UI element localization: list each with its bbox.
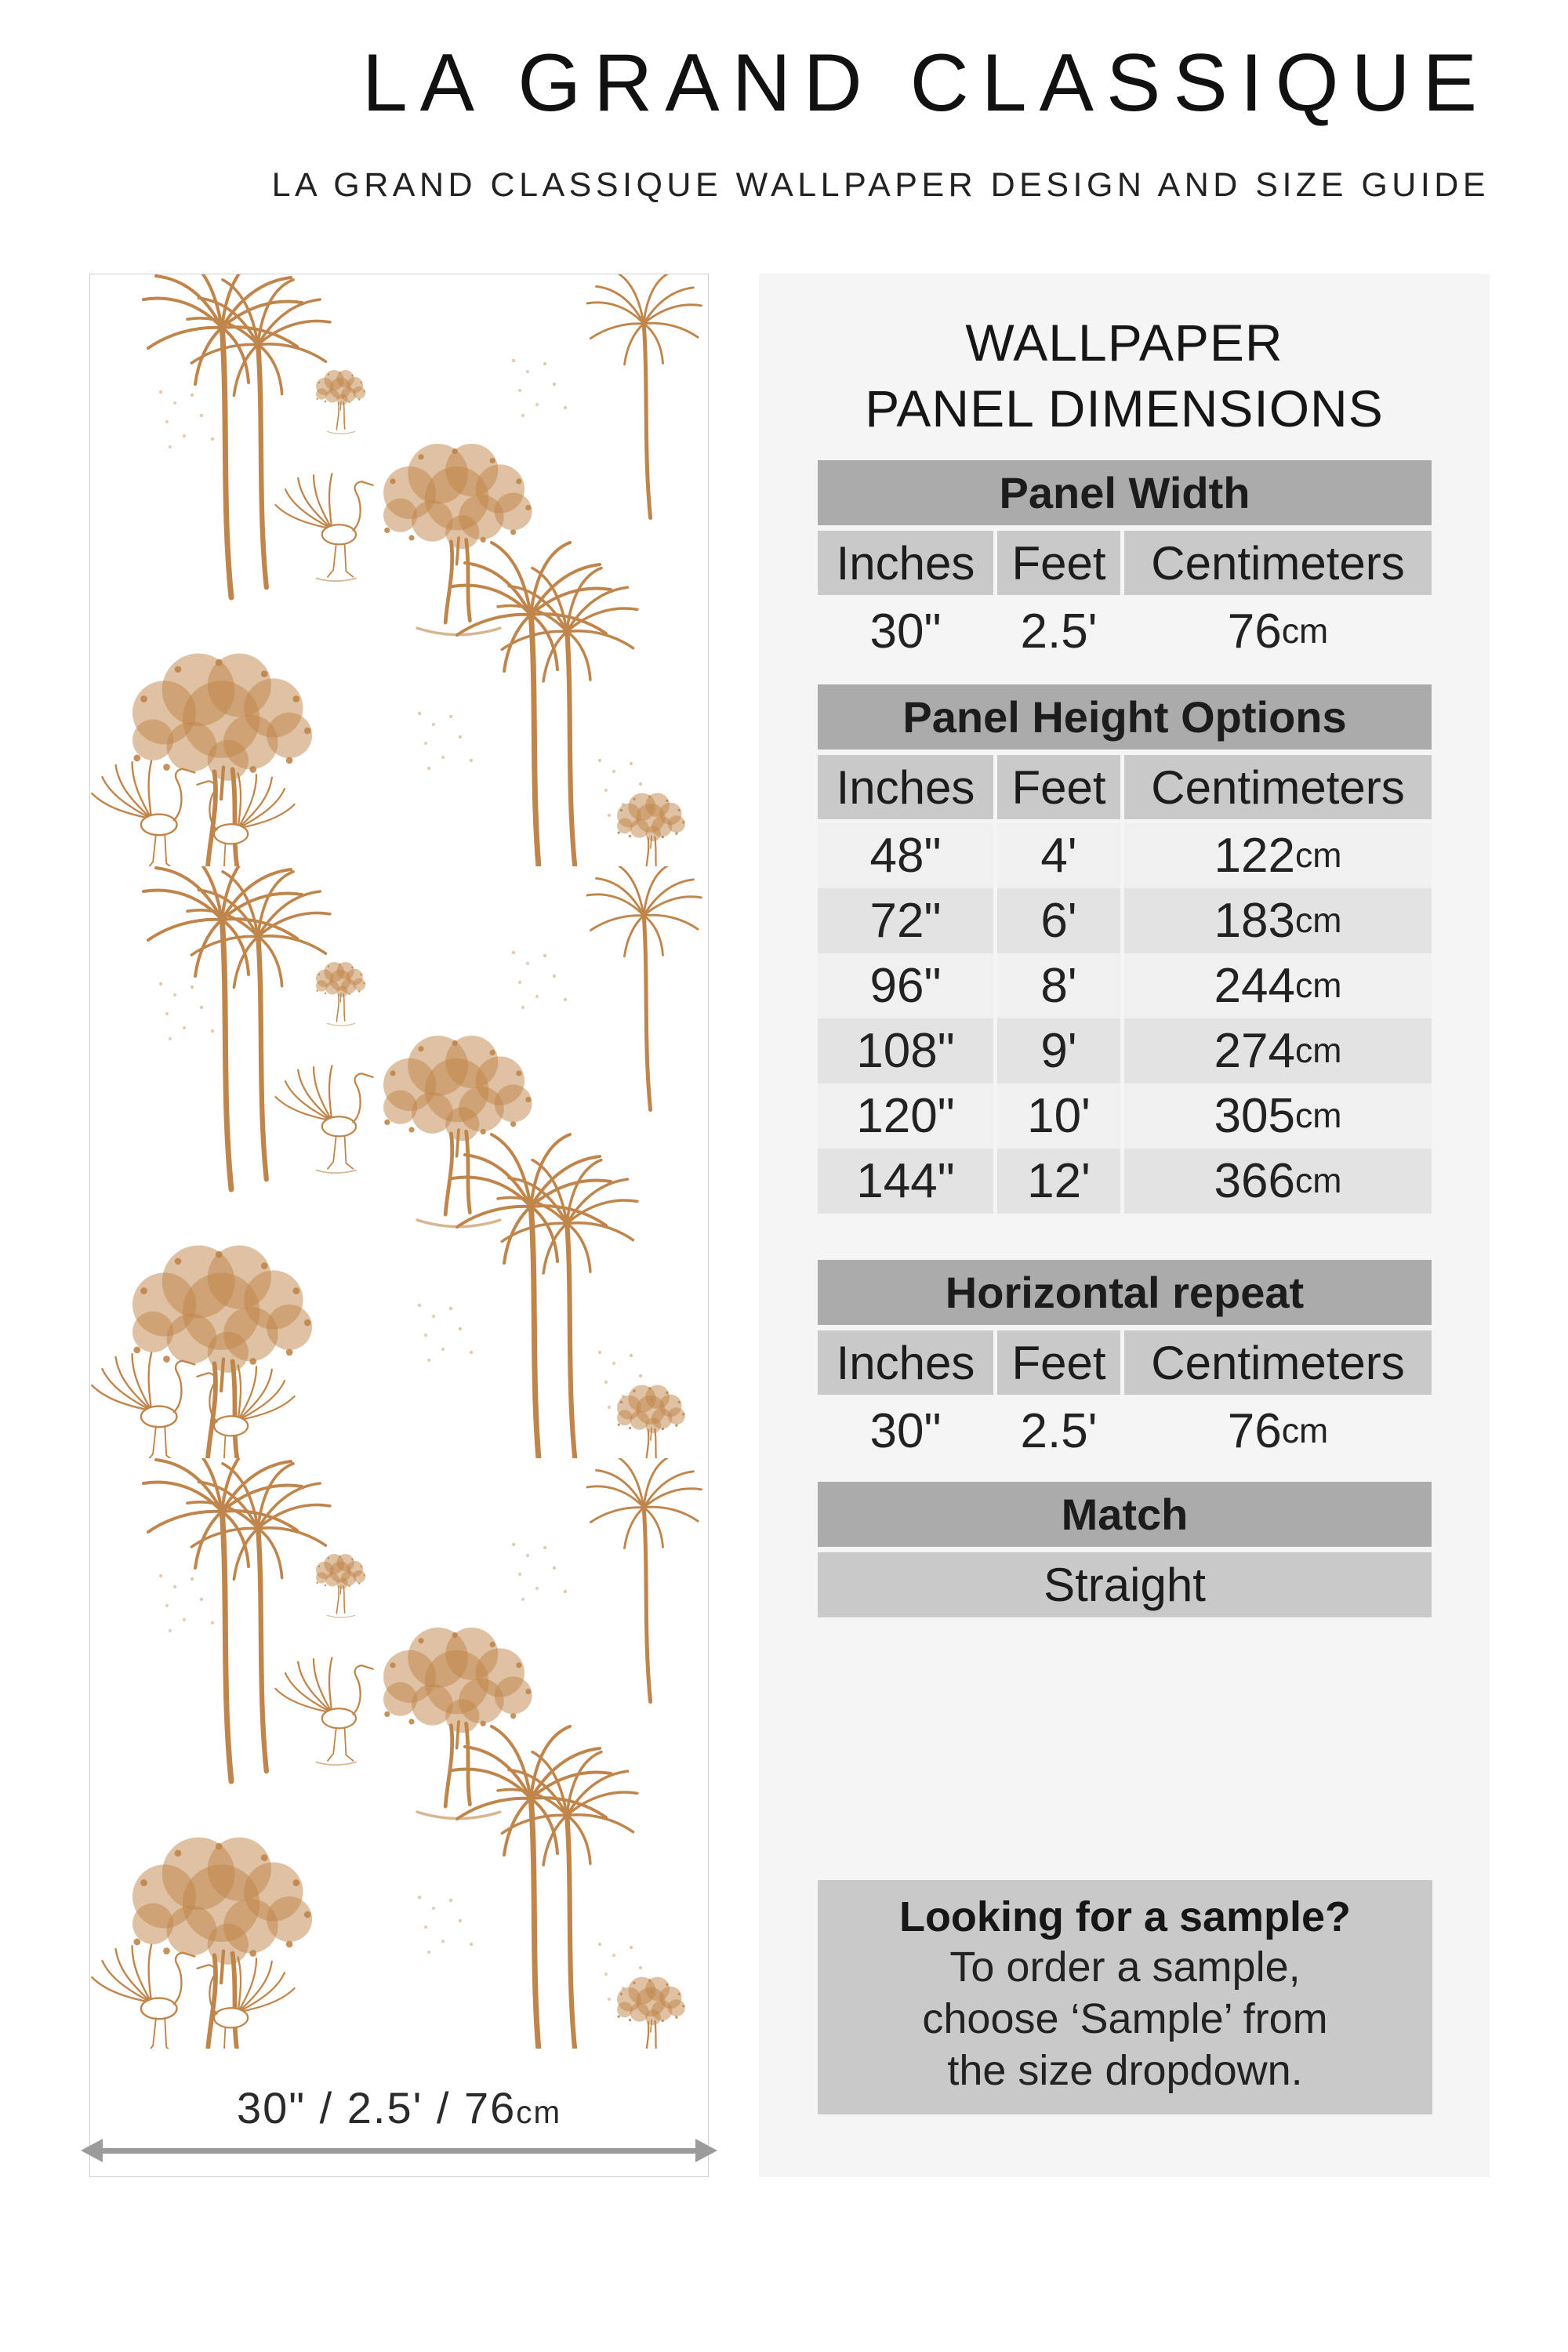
table-row — [818, 1399, 1432, 1464]
dimension-cell — [1124, 823, 1432, 888]
section-title-bar: Match — [818, 1482, 1432, 1547]
column-header-row — [818, 755, 1432, 819]
toile-pattern-image — [90, 274, 708, 2049]
dimension-cell — [1124, 953, 1432, 1018]
dimension-cell — [1124, 888, 1432, 953]
dimension-cell: 72" — [818, 888, 993, 953]
dimension-unit: cm — [1294, 966, 1342, 1005]
dimension-cell: 12' — [997, 1149, 1120, 1214]
table-row — [818, 1149, 1432, 1214]
section-title-bar: Panel Width — [818, 460, 1432, 525]
dimension-cell — [1124, 1083, 1432, 1149]
panel-heading-line2: PANEL DIMENSIONS — [865, 379, 1384, 437]
dimension-unit: cm — [1294, 1161, 1342, 1200]
column-header: Centimeters — [1124, 531, 1432, 595]
table-row — [818, 823, 1432, 888]
column-header: Inches — [818, 755, 993, 819]
dimension-cell: 8' — [997, 953, 1120, 1018]
column-header-row — [818, 1330, 1432, 1395]
dimension-cell: 4' — [997, 823, 1120, 888]
dimension-unit: cm — [1281, 1411, 1329, 1450]
dimension-cell: 30" — [869, 604, 942, 659]
dimension-cell: 10' — [997, 1083, 1120, 1149]
dimension-unit: cm — [1294, 836, 1342, 875]
dimension-value: 305 — [1214, 1089, 1295, 1143]
panel-width-dimension-label — [90, 2082, 708, 2133]
dimension-value: 76 — [1227, 1404, 1282, 1458]
column-header: Feet — [997, 531, 1120, 595]
dimension-cell — [1124, 1399, 1432, 1464]
dimension-cell: 2.5' — [1020, 1404, 1098, 1458]
dimension-cell — [1124, 599, 1432, 664]
column-header: Centimeters — [1124, 1330, 1432, 1395]
panel-heading — [759, 310, 1490, 441]
dimension-value: 76 — [1227, 604, 1282, 659]
column-header: Inches — [818, 531, 993, 595]
table-row — [818, 953, 1432, 1018]
dimension-cell: 120" — [818, 1083, 993, 1149]
sample-text-line: the size dropdown. — [947, 2047, 1303, 2094]
column-header-row — [818, 531, 1432, 595]
panel-width-dimension-unit: cm — [516, 2094, 562, 2130]
section-match — [818, 1482, 1432, 1617]
table-row — [818, 599, 1432, 664]
section-panel-height-options — [818, 684, 1432, 1214]
dimension-cell: 9' — [997, 1018, 1120, 1083]
column-header: Feet — [997, 1330, 1120, 1395]
section-title-bar: Panel Height Options — [818, 684, 1432, 750]
column-header: Centimeters — [1124, 755, 1432, 819]
width-measurement-arrow — [101, 2148, 697, 2154]
dimension-cell — [1124, 1149, 1432, 1214]
column-header: Inches — [818, 1330, 993, 1395]
dimension-value: 183 — [1214, 894, 1295, 948]
section-panel-width — [818, 460, 1432, 664]
dimension-cell: 108" — [818, 1018, 993, 1083]
dimension-unit: cm — [1294, 1096, 1342, 1135]
panel-width-dimension-value: 30" / 2.5' / 76 — [236, 2083, 517, 2132]
match-value: Straight — [818, 1552, 1432, 1617]
panel-heading-line1: WALLPAPER — [965, 314, 1283, 372]
dimension-value: 366 — [1214, 1154, 1295, 1208]
dimension-cell: 2.5' — [1020, 604, 1098, 659]
dimension-value: 274 — [1214, 1024, 1295, 1078]
dimension-unit: cm — [1294, 901, 1342, 940]
sample-text-line: choose ‘Sample’ from — [922, 1995, 1328, 2042]
sample-text — [818, 1941, 1432, 2096]
dimension-cell — [1124, 1018, 1432, 1083]
sample-heading: Looking for a sample? — [898, 1893, 1352, 1940]
sample-text-line: To order a sample, — [949, 1944, 1301, 1991]
section-title-bar: Horizontal repeat — [818, 1260, 1432, 1325]
page-title: LA GRAND CLASSIQUE — [361, 38, 1490, 129]
dimension-unit: cm — [1294, 1031, 1342, 1070]
dimension-cell: 48" — [818, 823, 993, 888]
sample-info-box — [818, 1880, 1432, 2114]
dimension-value: 244 — [1214, 959, 1295, 1013]
table-row — [818, 888, 1432, 953]
dimension-value: 122 — [1214, 829, 1295, 883]
dimension-cell: 144" — [818, 1149, 993, 1214]
dimension-unit: cm — [1281, 612, 1329, 651]
wallpaper-panel-preview — [89, 274, 709, 2177]
table-row — [818, 1083, 1432, 1149]
column-header: Feet — [997, 755, 1120, 819]
dimension-cell: 30" — [869, 1404, 942, 1458]
table-row — [818, 1018, 1432, 1083]
page-subtitle: LA GRAND CLASSIQUE WALLPAPER DESIGN AND SIZE GUIDE — [271, 166, 1490, 204]
dimension-cell: 6' — [997, 888, 1120, 953]
dimension-cell: 96" — [818, 953, 993, 1018]
section-horizontal-repeat — [818, 1260, 1432, 1464]
dimensions-panel — [759, 274, 1490, 2177]
